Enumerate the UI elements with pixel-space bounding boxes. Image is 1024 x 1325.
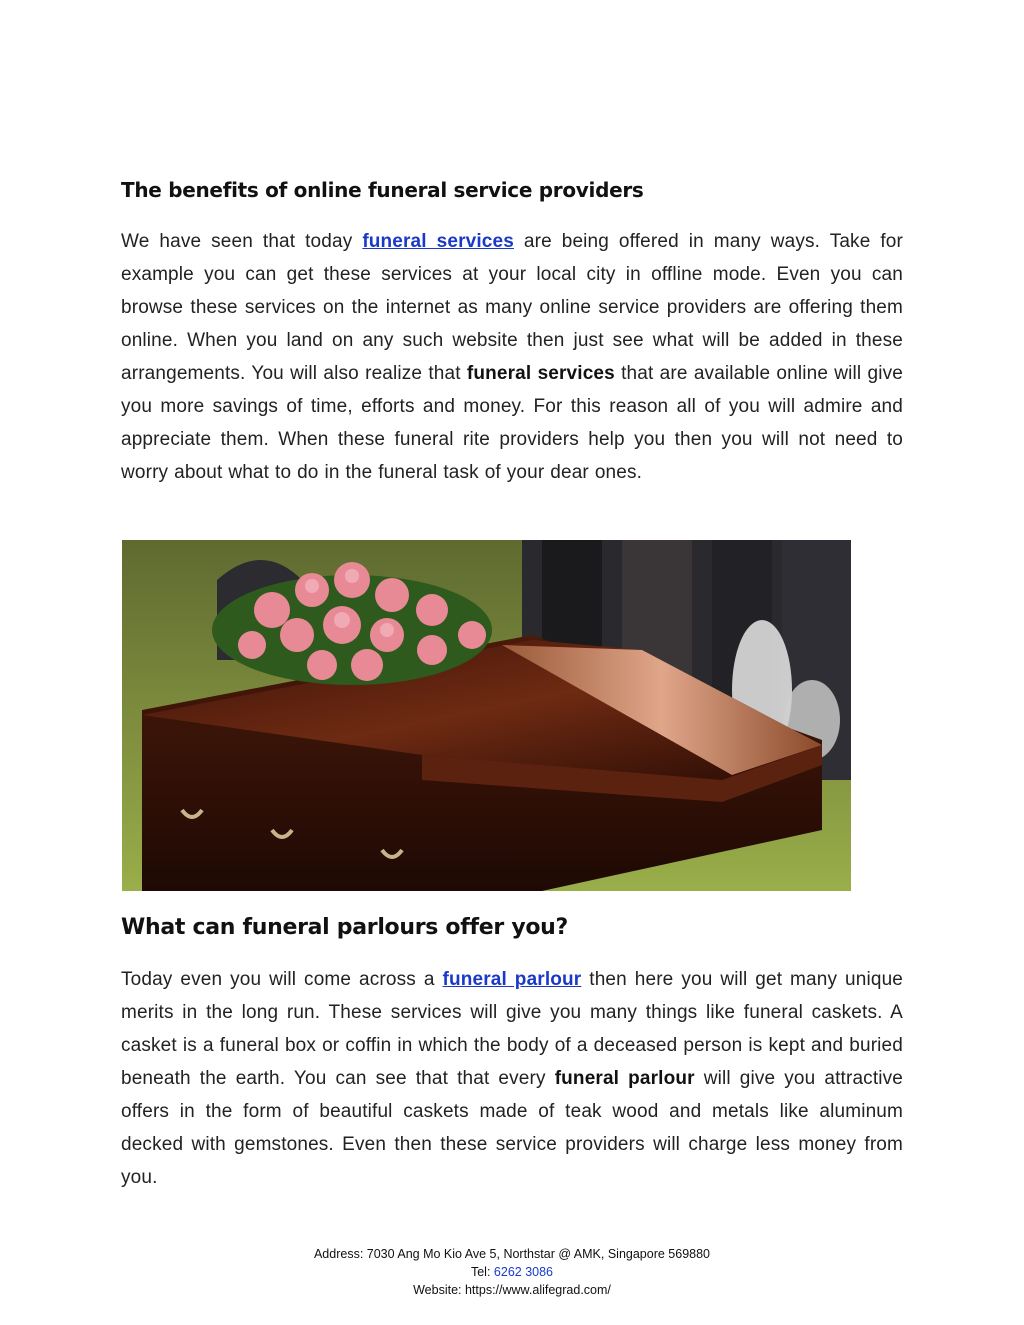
funeral-parlour-link[interactable]: funeral parlour (442, 969, 582, 990)
text-run: are being offered in many ways. Take for example you can get these services at your local city in offline mode. Even you can browse these services on the internet as many online service providers are offering them online. When you land on any such website then just see what will be added in these arrangements. You will also realize that (121, 231, 903, 384)
text-run: Today even you will come across a (121, 969, 443, 990)
bold-keyword: funeral parlour (554, 1068, 695, 1089)
funeral-services-link[interactable]: funeral services (362, 231, 514, 252)
text-run: We have seen that today (121, 231, 363, 252)
paragraph-benefits (121, 225, 903, 489)
footer-address: Address: 7030 Ang Mo Kio Ave 5, Northstar @ AMK, Singapore 569880 (313, 1247, 711, 1261)
paragraph-parlours (121, 963, 903, 1194)
casket-photo (122, 540, 851, 891)
footer-telephone (0, 1264, 1024, 1281)
tel-number[interactable]: 6262 3086 (493, 1265, 554, 1279)
text-run: then here you will get many unique merits in the long run. These services will give you many things like funeral caskets. A casket is a funeral box or coffin in which the body of a deceased person is kept and buried beneath the earth. You can see that that every (121, 969, 903, 1089)
casket-illustration (122, 540, 851, 891)
footer-website[interactable]: Website: https://www.alifegrad.com/ (413, 1283, 611, 1297)
text-run: will give you attractive offers in the form of beautiful caskets made of teak wood and metals like aluminum decked with gemstones. Even then these service providers will charge less money from you. (121, 1068, 903, 1188)
text-run: that are available online will give you more savings of time, efforts and money. For this reason all of you will admire and appreciate them. When these funeral rite providers help you then you will not need to worry about what to do in the funeral task of your dear ones. (121, 363, 903, 483)
bold-keyword: funeral services (466, 363, 615, 384)
section-heading-parlours: What can funeral parlours offer you? (121, 915, 569, 940)
tel-label: Tel: (470, 1265, 494, 1279)
section-heading-benefits: The benefits of online funeral service providers (121, 178, 644, 202)
